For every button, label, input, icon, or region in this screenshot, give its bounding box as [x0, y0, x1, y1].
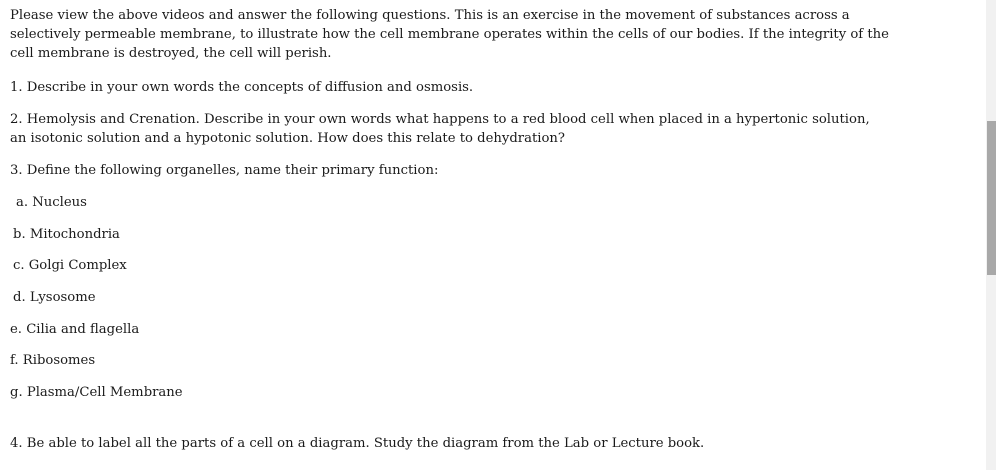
vertical-scrollbar[interactable]: [986, 0, 996, 470]
scrollbar-thumb[interactable]: [987, 121, 996, 275]
organelle-item-ribosomes: f. Ribosomes: [10, 353, 96, 368]
intro-paragraph: Please view the above videos and answer the following questions. This is an exercise in the movement of substances across a selectively permeable membrane, to illustrate how the cell membrane operates within the cells of our bodies. If the integrity of the cell membrane is destroyed, the cell will perish.: [10, 8, 889, 61]
question-2: 2. Hemolysis and Crenation. Describe in your own words what happens to a red blood cell when placed in a hypertonic solution, an isotonic solution and a hypotonic solution. How does this relate to dehydration?: [10, 112, 870, 146]
organelle-item-mitochondria: b. Mitochondria: [13, 227, 120, 242]
document-content: [10, 6, 890, 451]
organelle-item-cilia-flagella: e. Cilia and flagella: [10, 322, 140, 337]
question-3: 3. Define the following organelles, name their primary function:: [10, 163, 439, 178]
organelle-item-lysosome: d. Lysosome: [13, 290, 96, 305]
question-1: 1. Describe in your own words the concepts of diffusion and osmosis.: [10, 80, 474, 95]
organelle-item-golgi-complex: c. Golgi Complex: [13, 258, 127, 273]
organelle-item-nucleus: a. Nucleus: [16, 195, 87, 210]
organelle-item-plasma-membrane: g. Plasma/Cell Membrane: [10, 385, 183, 400]
question-4: 4. Be able to label all the parts of a cell on a diagram. Study the diagram from the Lab or Lecture book.: [10, 436, 705, 451]
